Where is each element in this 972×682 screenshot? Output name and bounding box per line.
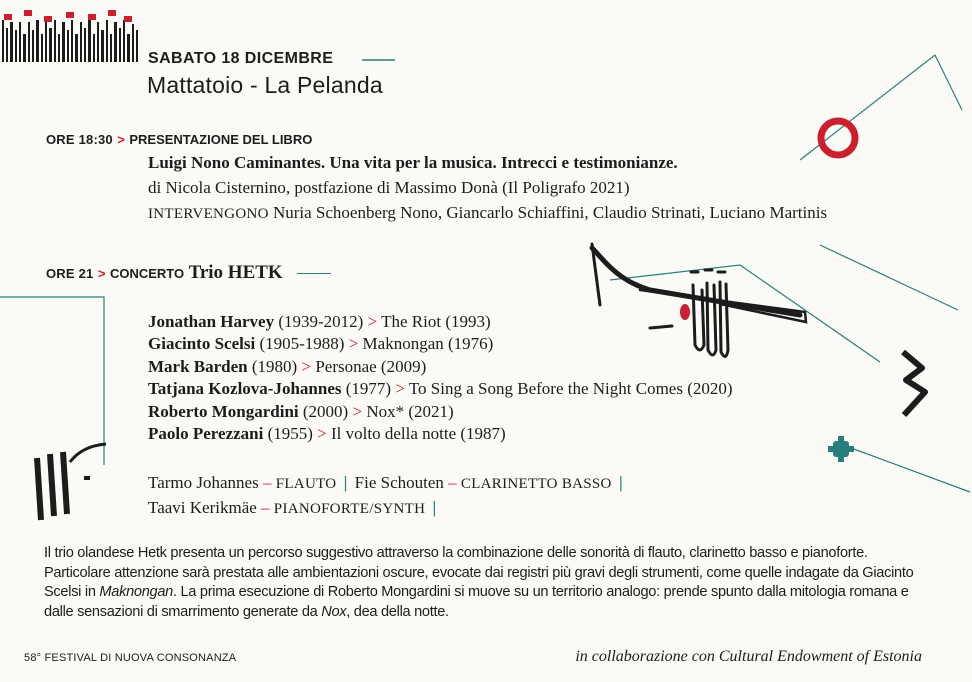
book-title: Luigi Nono Caminantes. Una vita per la musica. Intrecci e testimonianze. <box>148 153 678 172</box>
book-author-line: di Nicola Cisternino, postfazione di Massimo Donà (Il Poligrafo 2021) <box>148 178 630 197</box>
event2-type: CONCERTO <box>109 266 185 281</box>
event2-arrow: > <box>97 266 106 281</box>
squiggle-icon <box>903 352 925 415</box>
description-paragraph: Il trio olandese Hetk presenta un percorso suggestivo attraverso la combinazione delle sonorità di flauto, clarinetto basso e pianoforte. Particolare attenzione sarà prestata alle ambientazioni oscure, evocate dai registri più gravi degli strumenti, come quelle indagate da Giacinto Scelsi in Maknongan. La prima esecuzione di Roberto Mongardini si muove su un territorio analogo: prende spunto dalla mitologia romana e dalle sensazioni di smarrimento generate da Nox, dea della notte. <box>44 545 914 620</box>
ensemble-name: Trio HETK <box>188 262 283 283</box>
festival-label: 58° FESTIVAL DI NUOVA CONSONANZA <box>24 652 237 664</box>
red-ring-icon <box>821 121 855 155</box>
performers-line-1: Tarmo Johannes – FLAUTO | Fie Schouten – CLARINETTO BASSO | <box>148 473 623 492</box>
stick-mark-icon <box>37 452 67 520</box>
program-item: Giacinto Scelsi (1905-1988) > Maknongan (1976) <box>148 334 494 354</box>
event1-arrow: > <box>117 132 125 147</box>
program-item: Tatjana Kozlova-Johannes (1977) > To Sing a Song Before the Night Comes (2020) <box>148 379 733 399</box>
event-date: SABATO 18 DICEMBRE <box>148 50 334 67</box>
program-item: Roberto Mongardini (2000) > Nox* (2021) <box>148 401 454 421</box>
event1-time: ORE 18:30 <box>46 132 113 147</box>
speakers-names: Nuria Schoenberg Nono, Giancarlo Schiaffini, Claudio Strinati, Luciano Martinis <box>272 203 828 222</box>
ensemble-rule <box>297 273 331 274</box>
speakers-label: INTERVENGONO <box>148 206 269 222</box>
event1-heading <box>46 131 312 149</box>
barcode-logo-icon <box>0 0 140 64</box>
event2-time: ORE 21 <box>46 266 94 281</box>
event2-heading <box>46 262 331 284</box>
program-item: Jonathan Harvey (1939-2012) > The Riot (1993) <box>148 312 491 331</box>
performers-line-2: Taavi Kerikmäe – PIANOFORTE/SYNTH | <box>148 498 437 517</box>
teal-blob-icon <box>828 436 854 462</box>
program-list <box>148 312 733 446</box>
venue-name: Mattatoio - La Pelanda <box>147 72 383 98</box>
collaboration-credit: in collaborazione con Cultural Endowment of Estonia <box>575 648 922 665</box>
book-speakers-line <box>148 203 827 223</box>
program-item: Paolo Perezzani (1955) > Il volto della notte (1987) <box>148 423 506 443</box>
program-item: Mark Barden (1980) > Personae (2009) <box>148 356 427 376</box>
event1-type: PRESENTAZIONE DEL LIBRO <box>129 132 313 147</box>
